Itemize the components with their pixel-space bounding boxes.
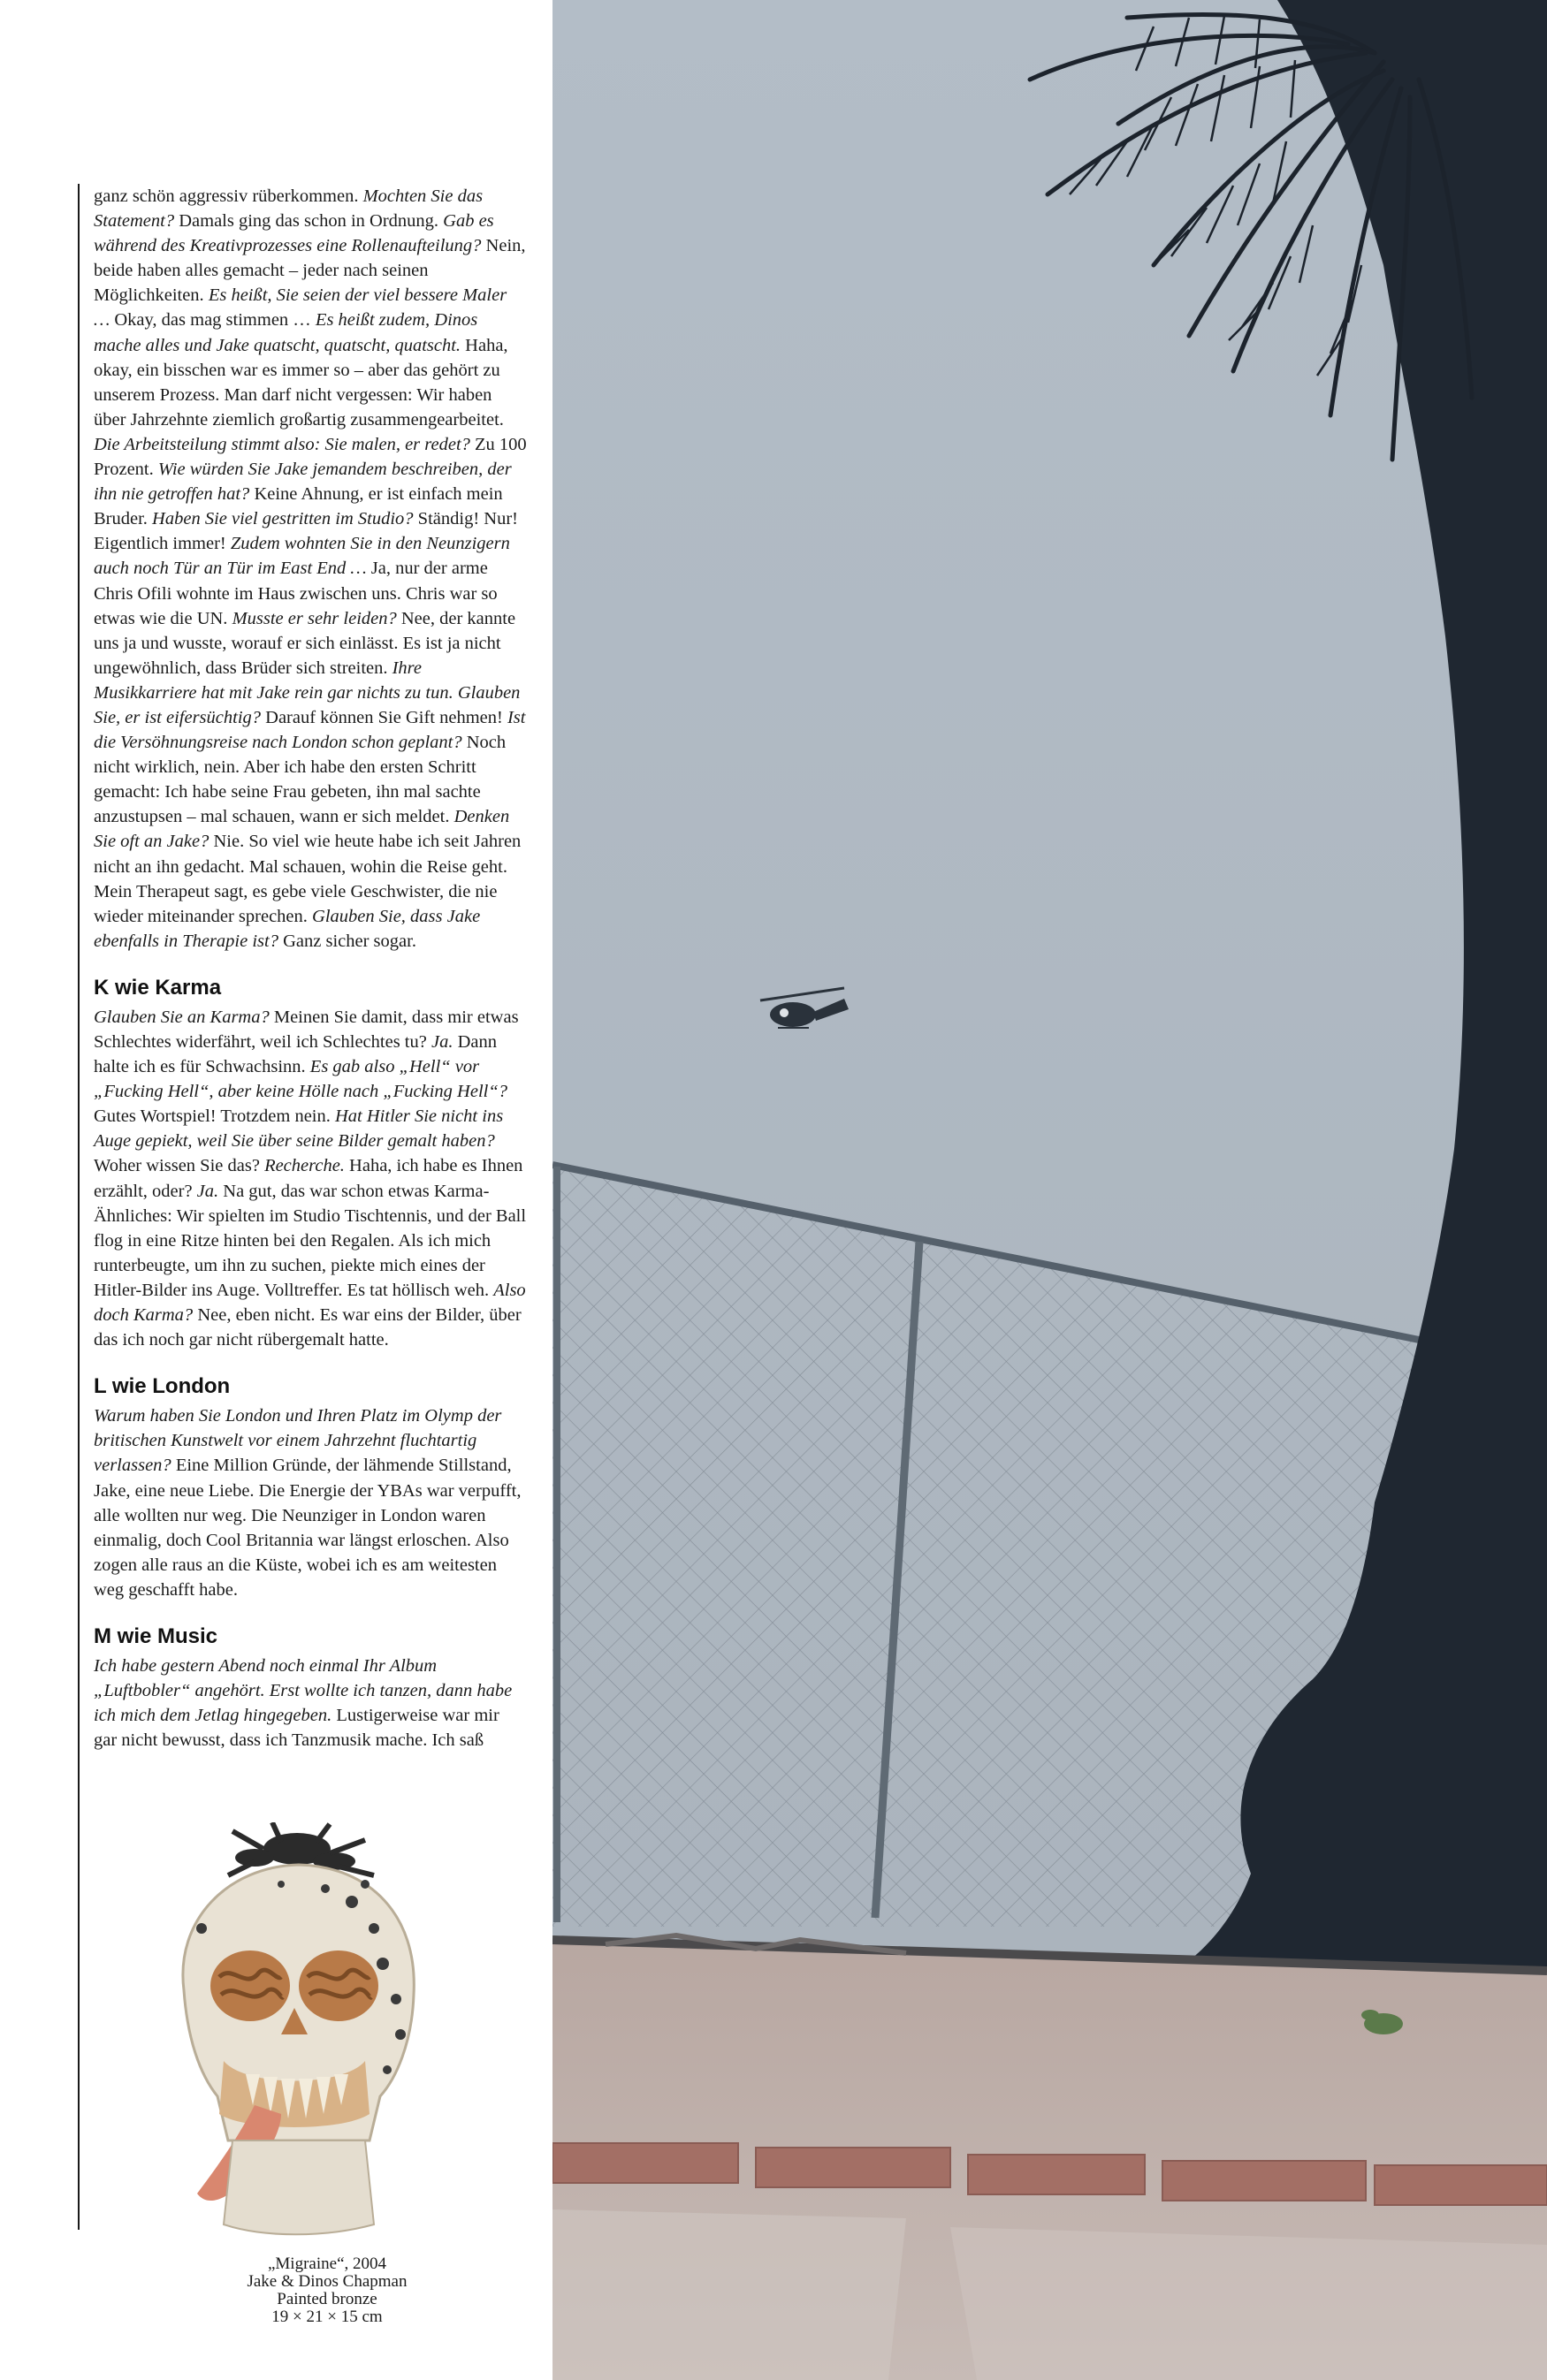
interview-answer: Haha, ich habe es Ihnen erzählt, oder? (94, 1156, 523, 1201)
interview-answer: Noch nicht wirklich, nein. Aber ich habe den ersten Schritt gemacht: Ich habe seine Frau gebeten, ihn mal sachte anzustupsen – mal schauen, wann er sich meldet. (94, 733, 507, 827)
interview-answer: Nee, der kannte uns ja und wusste, worauf er sich einlässt. Es ist ja nicht ungewöhnlich, dass Brüder sich streiten. (94, 608, 516, 678)
column-rule (78, 184, 80, 2230)
interview-question: Wie würden Sie Jake jemandem beschreiben, der ihn nie getroffen hat? (94, 460, 512, 505)
paragraph-music (94, 1654, 527, 1753)
interview-answer: ganz schön aggressiv rüberkommen. (94, 186, 363, 206)
paragraph-london (94, 1403, 527, 1602)
interview-question: Also doch Karma? (94, 1280, 526, 1326)
interview-answer: Dann halte ich es für Schwachsinn. (94, 1032, 497, 1077)
figure-caption (194, 2255, 460, 2326)
caption-title: „Migraine“, 2004 (267, 2255, 386, 2273)
paragraph-karma (94, 1005, 527, 1352)
interview-question: Warum haben Sie London und Ihren Platz im Olymp der britischen Kunstwelt vor einem Jahrzehnt fluchtartig verlassen? (94, 1406, 502, 1476)
interview-question: Die Arbeitsteilung stimmt also: Sie malen, er redet? (94, 434, 470, 454)
interview-answer: Na gut, das war schon etwas Karma-Ähnliches: Wir spielten im Studio Tischtennis, und der Ball flog in eine Ritze hinten bei den Regalen. Als ich mich runterbeugte, um ihn zu suchen, piekte mich eines der Hitler-Bilder ins Auge. Volltreffer. Es tat höllisch weh. (94, 1181, 527, 1300)
interview-answer: Ganz sicher sogar. (278, 931, 416, 951)
interview-answer: Lustigerweise war mir gar nicht bewusst, dass ich Tanzmusik mache. Ich saß (94, 1706, 499, 1751)
interview-answer: Ständig! Nur! Eigentlich immer! (94, 509, 518, 554)
interview-question: Musste er sehr leiden? (232, 608, 397, 628)
interview-question: Es heißt zudem, Dinos mache alles und Jake quatscht, quatscht, quatscht. (94, 310, 478, 355)
interview-answer: Damals ging das schon in Ordnung. (174, 211, 444, 232)
interview-question: Es gab also „Hell“ vor „Fucking Hell“, aber keine Hölle nach „Fucking Hell“? (94, 1057, 507, 1102)
interview-question: Ja. (196, 1181, 219, 1201)
interview-answer: Gutes Wortspiel! Trotzdem nein. (94, 1106, 335, 1127)
interview-question: Ja. (431, 1032, 453, 1052)
interview-question: Denken Sie oft an Jake? (94, 807, 510, 852)
interview-question: Glauben Sie an Karma? (94, 1007, 270, 1027)
interview-question: Mochten Sie das Statement? (94, 186, 484, 232)
skull-sculpture-image (149, 1822, 440, 2247)
interview-answer: Nee, eben nicht. Es war eins der Bilder, über das ich noch gar nicht rübergemalt hatte. (94, 1305, 522, 1350)
interview-question: Ich habe gestern Abend noch einmal Ihr Album „Luftbobler“ angehört. Erst wollte ich tanzen, dann habe ich mich dem Jetlag hingegeben. (94, 1655, 513, 1726)
interview-answer: Woher wissen Sie das? (94, 1156, 265, 1176)
caption-dimensions: 19 × 21 × 15 cm (271, 2308, 383, 2326)
interview-answer: Ja, nur der arme Chris Ofili wohnte im Haus zwischen uns. Chris war so etwas wie die UN. (94, 559, 498, 628)
interview-answer: Nein, beide haben alles gemacht – jeder nach seinen Möglichkeiten. (94, 236, 526, 306)
interview-answer: Nie. So viel wie heute habe ich seit Jahren nicht an ihn gedacht. Mal schauen, wohin die Reise geht. Mein Therapeut sagt, es gebe viele Geschwister, die nie wieder miteinander sprechen. (94, 832, 522, 926)
palm-tree-photo (552, 0, 1547, 2380)
interview-question: Haben Sie viel gestritten im Studio? (152, 509, 414, 529)
interview-question: Hat Hitler Sie nicht ins Auge gepiekt, weil Sie über seine Bilder gemalt haben? (94, 1106, 504, 1152)
caption-artist: Jake & Dinos Chapman (247, 2272, 408, 2291)
interview-answer: Darauf können Sie Gift nehmen! (261, 707, 507, 727)
section-title-karma: K wie Karma (94, 975, 222, 1000)
interview-question: Ihre Musikkarriere hat mit Jake rein gar nichts zu tun. Glauben Sie, er ist eifersüchtig? (94, 658, 521, 727)
interview-answer: Meinen Sie damit, dass mir etwas Schlechtes widerfährt, weil ich Schlechtes tu? (94, 1007, 519, 1052)
interview-question: Zudem wohnten Sie in den Neunzigern auch noch Tür an Tür im East End … (94, 534, 510, 579)
interview-answer: Okay, das mag stimmen … (110, 310, 316, 331)
article-column (94, 184, 527, 1753)
caption-material: Painted bronze (277, 2290, 377, 2308)
interview-answer: Eine Million Gründe, der lähmende Stillstand, Jake, eine neue Liebe. Die Energie der YBAs war verpufft, alle wollten nur weg. Die Neunziger in London waren einmalig, doch Cool Britannia war längst erloschen. Also zogen alle raus an die Küste, wobei ich es am weitesten weg geschafft habe. (94, 1456, 522, 1600)
interview-question: Es heißt, Sie seien der viel bessere Maler … (94, 285, 507, 331)
interview-answer: Haha, okay, ein bisschen war es immer so – aber das gehört zu unserem Prozess. Man darf nicht vergessen: Wir haben über Jahrzehnte ziemlich großartig zusammengearbeitet. (94, 335, 508, 430)
interview-question: Glauben Sie, dass Jake ebenfalls in Therapie ist? (94, 906, 481, 951)
section-title-london: L wie London (94, 1374, 231, 1399)
interview-question: Recherche. (264, 1156, 345, 1176)
interview-question: Gab es während des Kreativprozesses eine Rollenaufteilung? (94, 211, 494, 256)
paragraph-j-continued (94, 184, 527, 954)
section-title-music: M wie Music (94, 1623, 218, 1648)
interview-answer: Keine Ahnung, er ist einfach mein Bruder. (94, 484, 503, 529)
interview-answer: Zu 100 Prozent. (94, 434, 527, 480)
interview-question: Ist die Versöhnungsreise nach London schon geplant? (94, 707, 526, 753)
